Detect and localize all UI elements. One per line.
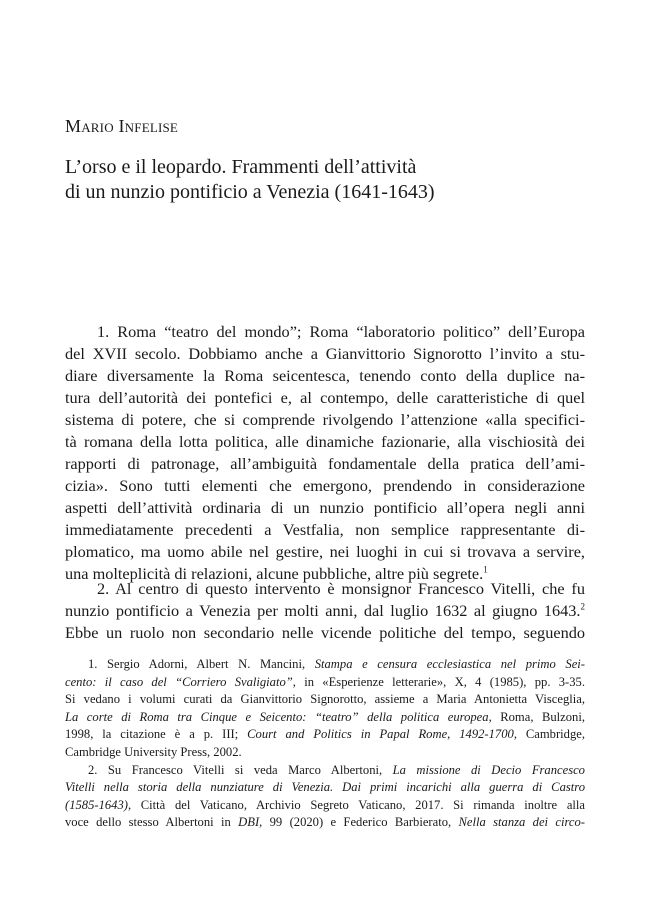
footnote-line	[65, 797, 585, 815]
footnote-line	[65, 762, 585, 780]
footnote-line: Vitelli nella storia della nunziature di Venezia. Dai primi incarichi alla guerra di Castro	[65, 780, 585, 795]
footnote-italic: Stampa e censura ecclesiastica nel primo Sei-	[314, 657, 585, 671]
text-line: del XVII secolo. Dobbiamo anche a Gianvittorio Signorotto l’invito a stu-	[65, 344, 585, 363]
footnote-line: Si vedano i volumi curati da Gianvittorio Signorotto, assieme a Maria Antonietta Visceglia,	[65, 692, 585, 707]
text-segment: una molteplicità di relazioni, alcune pubbliche, altre più segrete.	[65, 564, 484, 583]
text-line: immediatamente precedenti a Vestfalia, non semplice rappresentante di-	[65, 520, 585, 539]
footnote-line	[65, 656, 585, 674]
text-line: tà romana della lotta politica, alle dinamiche fazionarie, alla vischiosità dei	[65, 432, 585, 451]
text-line: cizia». Sono tutti elementi che emergono, prendendo in considerazione	[65, 476, 585, 495]
text-line: diare diversamente la Roma seicentesca, tenendo conto della duplice na-	[65, 366, 585, 385]
footnote-italic: DBI	[238, 815, 260, 830]
text-line: Ebbe un ruolo non secondario nelle vicende politiche del tempo, seguendo	[65, 623, 585, 642]
footnote-text: , Cambridge,	[513, 727, 586, 742]
article-title	[65, 155, 585, 205]
footnote-ref[interactable]: 2	[580, 601, 585, 612]
footnote-italic: La missione di Decio Francesco	[392, 762, 585, 777]
text-segment: nunzio pontificio a Venezia per molti anni, dal luglio 1632 al giugno 1643.	[65, 601, 581, 620]
footnote-text: voce dello stesso Albertoni in	[65, 815, 239, 830]
footnote-line	[65, 726, 585, 744]
text-line: sistema di potere, che si comprende rivolgendo l’attenzione «alla specifici-	[65, 410, 585, 429]
text-line: rapporti di patronage, all’ambiguità fondamentale della pratica dell’ami-	[65, 454, 585, 473]
footnote-text: , Roma, Bulzoni,	[488, 709, 586, 724]
footnote-italic: La corte di Roma tra Cinque e Seicento: “teatro” della politica europea	[65, 709, 489, 724]
footnote-ref[interactable]: 1	[483, 564, 488, 575]
paragraph-2	[65, 578, 585, 644]
footnote-line: Cambridge University Press, 2002.	[65, 744, 242, 759]
author-name: Mario Infelise	[65, 116, 179, 136]
footnote-italic: (1585-1643)	[65, 797, 128, 812]
footnote-line	[65, 709, 585, 727]
footnote-italic: Court and Politics in Papal Rome, 1492-1700	[247, 727, 514, 742]
footnote-text: 1998, la citazione è a p. III;	[65, 727, 248, 742]
text-line: 1. Roma “teatro del mondo”; Roma “laboratorio politico” dell’Europa	[97, 322, 585, 341]
text-line: plomatico, ma uomo abile nel gestire, nei luoghi in cui si trovava a servire,	[65, 542, 585, 561]
footnote-line	[65, 814, 585, 832]
title-line: L’orso e il leopardo. Frammenti dell’attività	[65, 156, 417, 178]
text-line: tura dell’autorità dei pontefici e, al contempo, delle caratteristiche di quel	[65, 388, 585, 407]
footnote-text: , 99 (2020) e Federico Barbierato,	[259, 815, 459, 830]
footnote-text: , Città del Vaticano, Archivio Segreto Vaticano, 2017. Si rimanda inoltre alla	[127, 797, 585, 812]
text-line: aspetti dell’attività ordinaria di un nunzio pontificio all’opera negli anni	[65, 498, 585, 517]
footnote-text: 1. Sergio Adorni, Albert N. Mancini,	[88, 657, 315, 671]
footnote-line	[65, 674, 585, 692]
footnote-italic: Nella stanza dei circo-	[458, 815, 586, 830]
title-line: di un nunzio pontificio a Venezia (1641-1643)	[65, 181, 435, 203]
paragraph-1	[65, 321, 585, 585]
text-line	[65, 600, 585, 622]
footnote-text: , in «Esperienze letterarie», X, 4 (1985), pp. 3-35.	[292, 674, 585, 689]
footnote-italic: cento: il caso del “Corriero Svaligiato”	[65, 674, 293, 689]
text-line: 2. Al centro di questo intervento è monsignor Francesco Vitelli, che fu	[97, 579, 585, 598]
footnotes	[65, 656, 585, 832]
footnote-text: 2. Su Francesco Vitelli si veda Marco Albertoni,	[88, 762, 393, 777]
